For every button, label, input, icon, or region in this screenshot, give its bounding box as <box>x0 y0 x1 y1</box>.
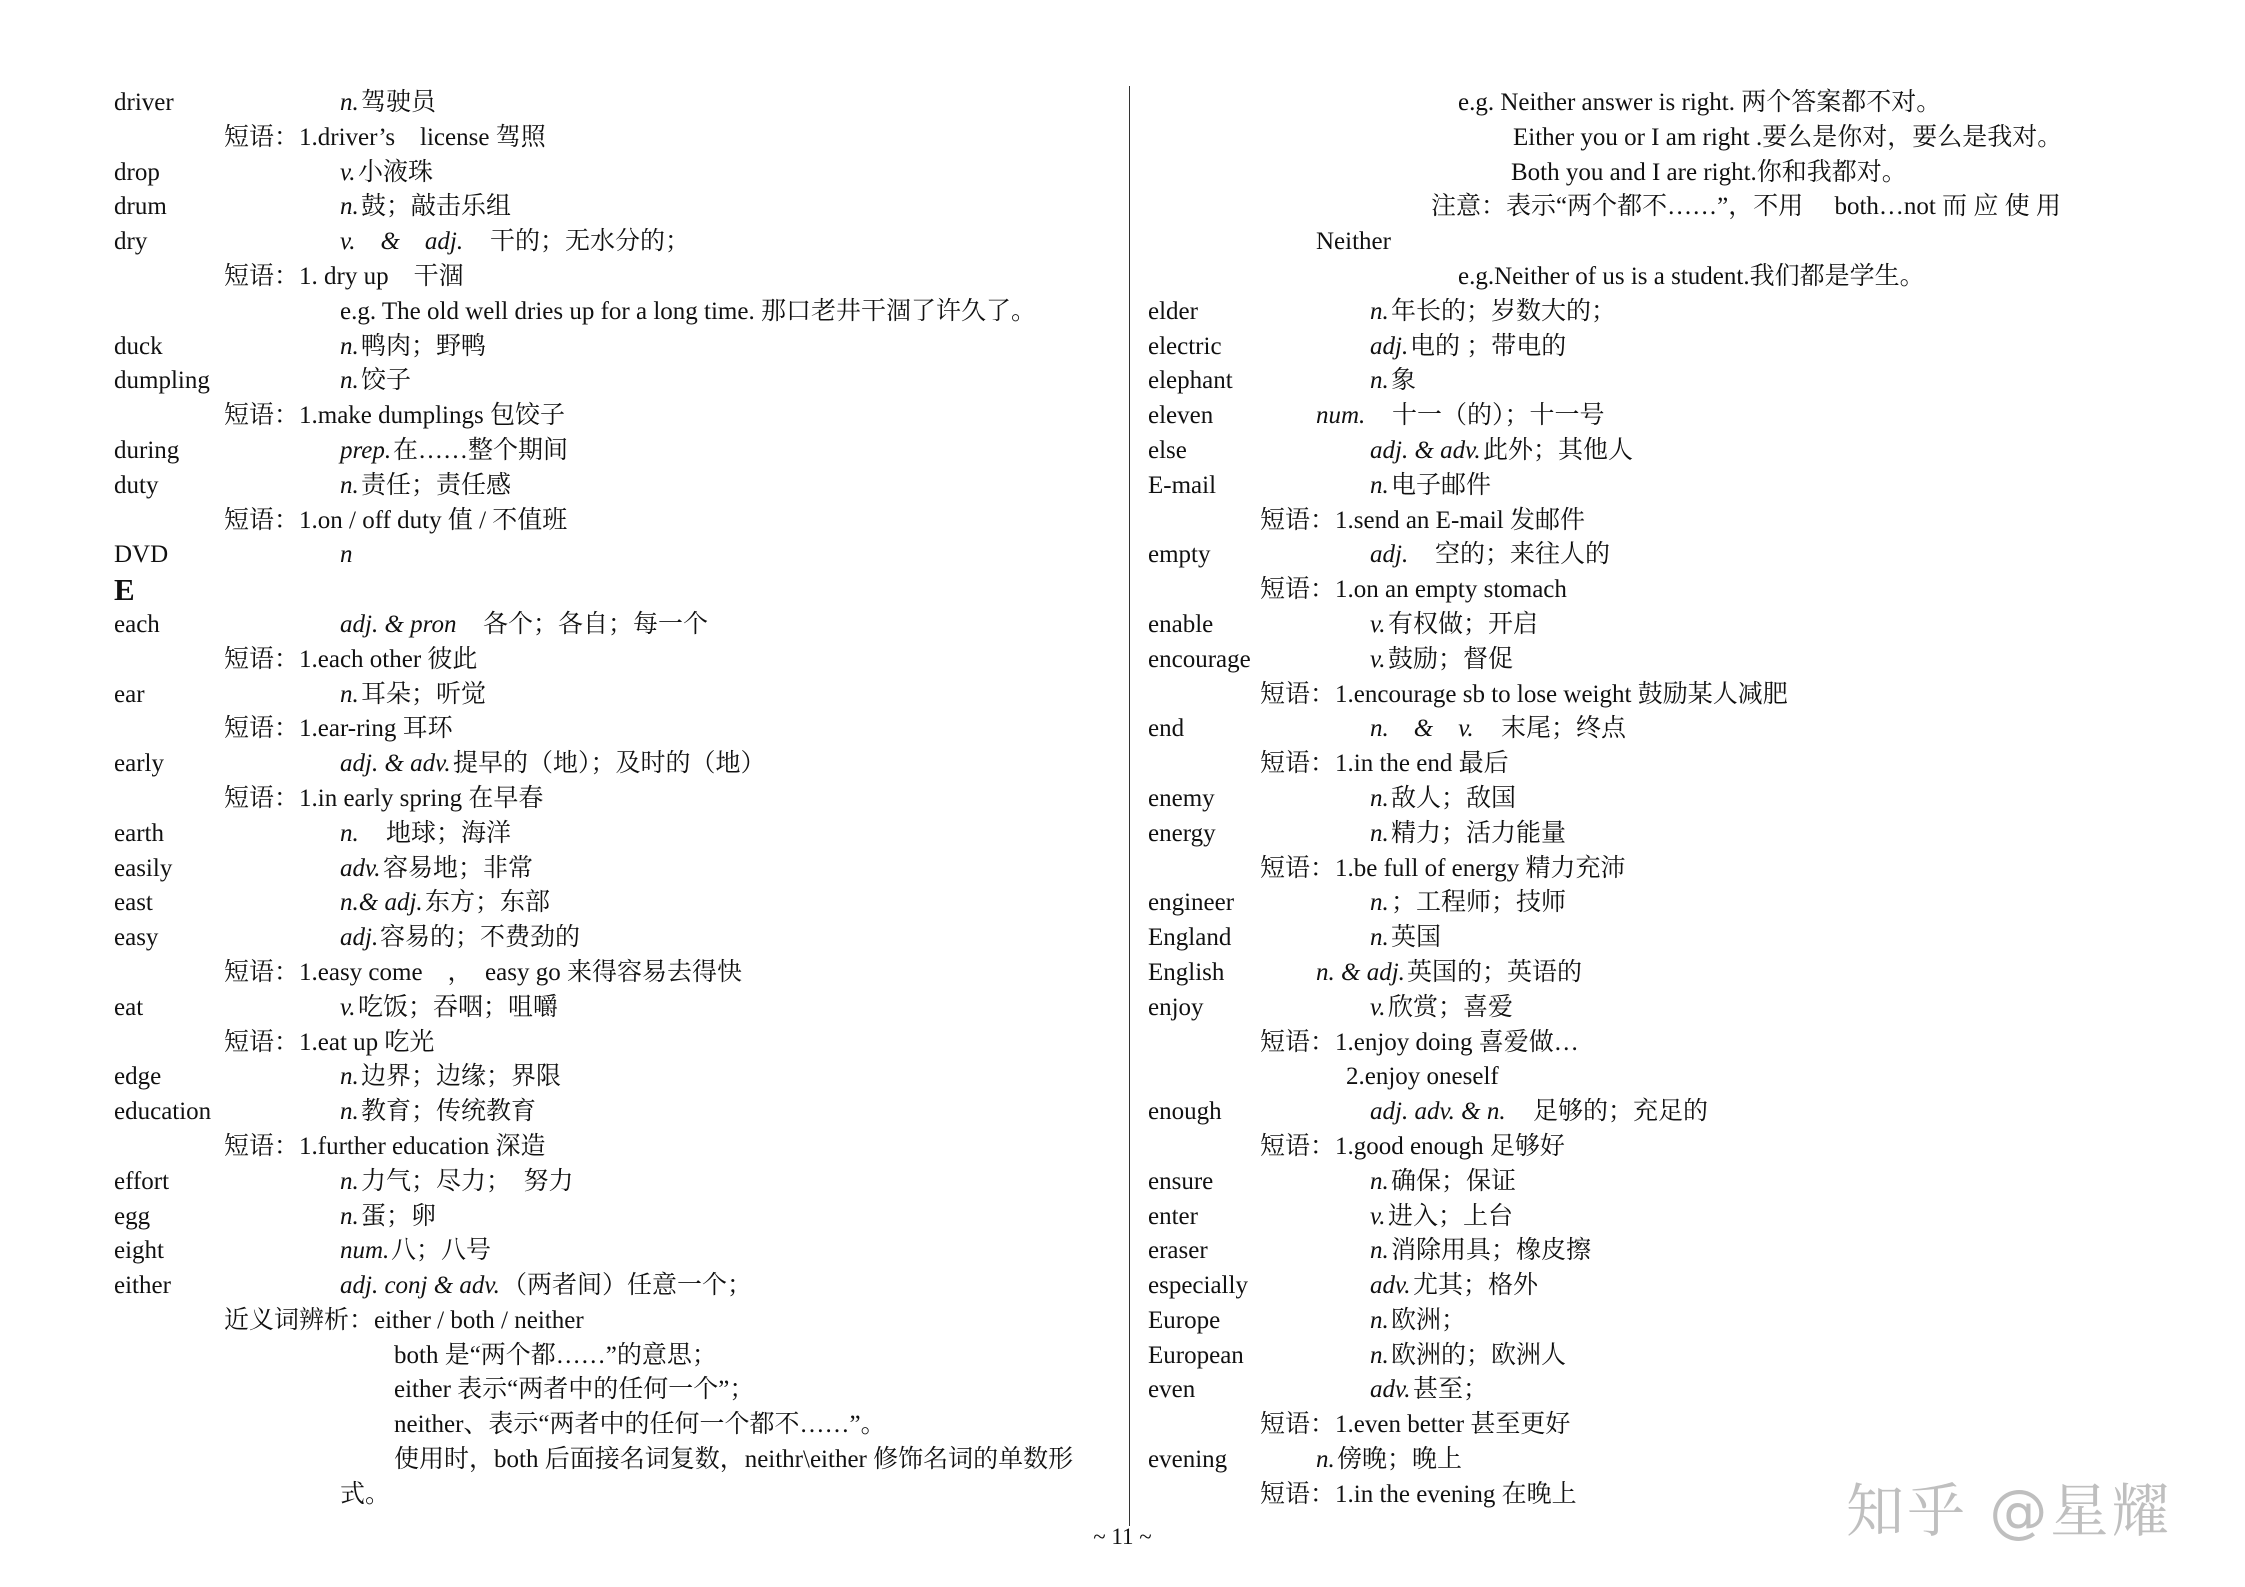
headword: egg <box>114 1202 151 1230</box>
definition: 此外；其他人 <box>1483 436 1634 464</box>
phrase-row <box>114 712 1114 747</box>
phrase-label: 短语： <box>224 1028 300 1056</box>
headword: duck <box>114 332 163 360</box>
entry-row <box>1148 643 2158 678</box>
part-of-speech: num. <box>340 1237 390 1265</box>
phrase-row <box>114 1130 1114 1165</box>
entry-row <box>1148 1339 2158 1374</box>
entry-row <box>114 190 1114 225</box>
entry-row <box>114 434 1114 469</box>
headword: empty <box>1148 541 1211 569</box>
note-row <box>114 1339 1114 1374</box>
note-text: either 表示“两者中的任何一个”； <box>394 1376 755 1404</box>
headword: ear <box>114 680 145 708</box>
headword: enemy <box>1148 784 1215 812</box>
entry-row <box>114 86 1114 121</box>
entry-row <box>114 538 1114 573</box>
phrase-label: 短语： <box>224 123 300 151</box>
entry-row <box>1148 817 2158 852</box>
entry-row <box>114 1165 1114 1200</box>
definition: 确保；保证 <box>1391 1167 1517 1195</box>
entry-row <box>114 1060 1114 1095</box>
entry-row <box>114 1200 1114 1235</box>
entry-row <box>1148 1165 2158 1200</box>
part-of-speech: n. <box>1370 471 1389 499</box>
entry-row <box>1148 712 2158 747</box>
phrase-label: 短语： <box>1260 1132 1336 1160</box>
phrase-label: 短语： <box>1260 680 1336 708</box>
definition: 欣赏；喜爱 <box>1388 993 1514 1021</box>
phrase-label: 短语： <box>1260 1480 1336 1508</box>
entry-row <box>1148 469 2158 504</box>
part-of-speech: adj. conj & adv. <box>340 1272 500 1300</box>
headword: during <box>114 436 180 464</box>
definition: 十一（的）；十一号 <box>1367 402 1605 430</box>
headword: ensure <box>1148 1167 1214 1195</box>
phrase-row <box>114 956 1114 991</box>
headword: enough <box>1148 1098 1222 1126</box>
part-of-speech: n. <box>1370 367 1389 395</box>
definition: 在……整个期间 <box>393 436 569 464</box>
column-divider <box>1129 86 1130 1526</box>
headword: end <box>1148 715 1185 743</box>
note-text: e.g. Neither answer is right. 两个答案都不对。 <box>1458 89 1942 116</box>
example-sentence: e.g. The old well dries up for a long time. 那口老井干涸了许久了。 <box>340 297 1036 325</box>
phrase-text: 1.encourage sb to lose weight 鼓励某人减肥 <box>1335 680 1788 708</box>
phrase-text: either / both / neither <box>374 1306 584 1334</box>
phrase-text: 1.be full of energy 精力充沛 <box>1335 854 1626 882</box>
entry-row <box>1148 295 2158 330</box>
part-of-speech: prep. <box>340 436 392 464</box>
part-of-speech: n. <box>340 1167 359 1195</box>
phrase-label: 短语： <box>224 402 300 430</box>
headword: easily <box>114 854 173 882</box>
definition: 欧洲的；欧洲人 <box>1391 1341 1567 1369</box>
headword: easy <box>114 924 159 952</box>
phrase-row <box>1148 1130 2158 1165</box>
definition: ；工程师；技师 <box>1391 889 1567 917</box>
entry-row <box>1148 1234 2158 1269</box>
part-of-speech: v. <box>1370 993 1386 1021</box>
part-of-speech: adj. adv. & n. <box>1370 1098 1506 1126</box>
phrase-text: 1.in the evening 在晚上 <box>1335 1480 1577 1508</box>
definition: 八；八号 <box>391 1237 492 1265</box>
part-of-speech: adv. <box>1370 1272 1411 1300</box>
definition: 驾驶员 <box>361 89 437 116</box>
headword: Europe <box>1148 1306 1221 1334</box>
entry-row <box>114 469 1114 504</box>
entry-row <box>114 330 1114 365</box>
phrase-row <box>1148 852 2158 887</box>
part-of-speech: n. <box>340 1063 359 1091</box>
entry-row <box>114 852 1114 887</box>
phrase-label: 短语： <box>224 784 300 812</box>
definition: 教育；传统教育 <box>361 1098 537 1126</box>
part-of-speech: n. <box>340 193 359 221</box>
definition: 足够的；充足的 <box>1508 1098 1709 1126</box>
entry-row <box>1148 608 2158 643</box>
note-text: neither、表示“两者中的任何一个都不……”。 <box>394 1411 886 1439</box>
note-text: 2.enjoy oneself <box>1346 1063 1499 1091</box>
entry-row <box>1148 330 2158 365</box>
part-of-speech: v. <box>1370 645 1386 673</box>
definition: 责任；责任感 <box>361 471 512 499</box>
entry-row <box>114 608 1114 643</box>
phrase-text: 1. dry up 干涸 <box>299 262 464 290</box>
part-of-speech: v. <box>340 158 356 186</box>
definition: 容易地；非常 <box>383 854 534 882</box>
definition: 东方；东部 <box>425 889 551 917</box>
headword: energy <box>1148 819 1216 847</box>
entry-row <box>1148 1200 2158 1235</box>
headword: electric <box>1148 332 1222 360</box>
headword: DVD <box>114 541 169 569</box>
definition: 鼓；敲击乐组 <box>361 193 512 221</box>
phrase-label: 近义词辨析： <box>224 1306 375 1334</box>
headword: east <box>114 889 153 917</box>
headword: either <box>114 1272 171 1300</box>
phrase-text: 1.even better 甚至更好 <box>1335 1411 1571 1439</box>
definition: 有权做；开启 <box>1388 610 1539 638</box>
phrase-text: 1.eat up 吃光 <box>299 1028 435 1056</box>
headword: even <box>1148 1376 1196 1404</box>
phrase-row <box>114 399 1114 434</box>
note-row <box>114 1373 1114 1408</box>
phrase-row <box>1148 573 2158 608</box>
part-of-speech: v. <box>1370 1202 1386 1230</box>
phrase-row <box>114 121 1114 156</box>
part-of-speech: n. <box>1370 1237 1389 1265</box>
part-of-speech: n. <box>1370 889 1389 917</box>
entry-row <box>1148 399 2158 434</box>
phrase-label: 短语： <box>1260 750 1336 778</box>
headword: earth <box>114 819 164 847</box>
part-of-speech: n. <box>1370 784 1389 812</box>
headword: driver <box>114 89 174 116</box>
definition: 鸭肉；野鸭 <box>361 332 487 360</box>
part-of-speech: n. <box>340 1098 359 1126</box>
definition: 欧洲； <box>1391 1306 1467 1334</box>
phrase-text: 1.send an E-mail 发邮件 <box>1335 506 1585 534</box>
headword: drop <box>114 158 160 186</box>
phrase-label: 短语： <box>1260 1028 1336 1056</box>
phrase-label: 短语： <box>224 262 300 290</box>
phrase-text: 1.each other 彼此 <box>299 645 478 673</box>
definition: 敌人；敌国 <box>1391 784 1517 812</box>
headword: education <box>114 1098 212 1126</box>
entry-row <box>1148 991 2158 1026</box>
entry-row <box>114 886 1114 921</box>
part-of-speech: n. <box>340 89 359 116</box>
phrase-label: 短语： <box>1260 854 1336 882</box>
headword: encourage <box>1148 645 1251 673</box>
part-of-speech: n. <box>340 819 359 847</box>
entry-row <box>114 817 1114 852</box>
phrase-label: 短语： <box>1260 1411 1336 1439</box>
part-of-speech: n. <box>340 367 359 395</box>
entry-row <box>1148 921 2158 956</box>
headword: eraser <box>1148 1237 1208 1265</box>
part-of-speech: n. & adj. <box>1316 958 1405 986</box>
phrase-label: 短语： <box>224 645 300 673</box>
headword: English <box>1148 958 1225 986</box>
part-of-speech: adj. <box>1370 541 1409 569</box>
part-of-speech: adv. <box>1370 1376 1411 1404</box>
headword: early <box>114 750 164 778</box>
definition: 蛋；卵 <box>361 1202 437 1230</box>
headword: enter <box>1148 1202 1198 1230</box>
definition: 力气；尽力； 努力 <box>361 1167 574 1195</box>
definition: 各个；各自；每一个 <box>458 610 709 638</box>
note-text: 注意：表示“两个都不……”，不用 both…not 而 应 使 用 <box>1431 193 2061 221</box>
part-of-speech: n <box>340 541 353 569</box>
part-of-speech: adj. & pron <box>340 610 457 638</box>
part-of-speech: n. <box>1370 297 1389 325</box>
definition: 提早的（地）；及时的（地） <box>453 750 766 778</box>
part-of-speech: n. <box>340 332 359 360</box>
note-text: 使用时，both 后面接名词复数，neithr\either 修饰名词的单数形 <box>394 1446 1074 1474</box>
phrase-row <box>114 504 1114 539</box>
phrase-label: 短语： <box>1260 506 1336 534</box>
left-column <box>114 86 1114 1513</box>
phrase-text: 1.ear-ring 耳环 <box>299 715 453 743</box>
phrase-row <box>114 260 1114 295</box>
phrase-text: 1.in the end 最后 <box>1335 750 1509 778</box>
entry-row <box>114 1269 1114 1304</box>
entry-row <box>114 1095 1114 1130</box>
note-row <box>1148 1060 2158 1095</box>
definition: 干的；无水分的； <box>465 228 691 256</box>
definition: （两者间）任意一个； <box>502 1272 753 1300</box>
headword: else <box>1148 436 1187 464</box>
entry-row <box>114 921 1114 956</box>
note-row <box>1148 260 2158 295</box>
entry-row <box>1148 434 2158 469</box>
part-of-speech: adj. <box>1370 332 1409 360</box>
headword: especially <box>1148 1272 1248 1300</box>
part-of-speech: v. <box>1370 610 1386 638</box>
phrase-label: 短语： <box>1260 576 1336 604</box>
definition: 傍晚；晚上 <box>1337 1446 1463 1474</box>
part-of-speech: n. <box>1370 924 1389 952</box>
note-text: Either you or I am right .要么是你对，要么是我对。 <box>1513 123 2063 151</box>
entry-row <box>1148 886 2158 921</box>
part-of-speech: v. <box>340 993 356 1021</box>
definition: 电的 ；带电的 <box>1410 332 1567 360</box>
phrase-text: 1.on an empty stomach <box>1335 576 1567 604</box>
part-of-speech: n.& adj. <box>340 889 423 917</box>
phrase-text: 1.further education 深造 <box>299 1132 546 1160</box>
definition: 鼓励；督促 <box>1388 645 1514 673</box>
definition: 精力；活力能量 <box>1391 819 1567 847</box>
phrase-row <box>1148 1408 2158 1443</box>
entry-row <box>114 678 1114 713</box>
entry-row <box>114 991 1114 1026</box>
part-of-speech: num. <box>1316 402 1366 430</box>
entry-row <box>114 156 1114 191</box>
note-text: both 是“两个都……”的意思； <box>394 1341 717 1369</box>
phrase-text: 1.easy come ， easy go 来得容易去得快 <box>299 958 742 986</box>
entry-row <box>114 1234 1114 1269</box>
phrase-label: 短语： <box>224 1132 300 1160</box>
note-row <box>114 1478 1114 1513</box>
definition: 饺子 <box>361 367 412 395</box>
definition: 吃饭；吞咽；咀嚼 <box>358 993 559 1021</box>
definition: 小液珠 <box>358 158 434 186</box>
phrase-text: 1.good enough 足够好 <box>1335 1132 1565 1160</box>
definition: 甚至； <box>1413 1376 1489 1404</box>
part-of-speech: adj. <box>340 924 379 952</box>
headword: elephant <box>1148 367 1233 395</box>
entry-row <box>1148 956 2158 991</box>
definition: 容易的；不费劲的 <box>380 924 581 952</box>
headword: effort <box>114 1167 170 1195</box>
definition: 年长的；岁数大的； <box>1391 297 1617 325</box>
phrase-label: 短语： <box>224 506 300 534</box>
part-of-speech: n. <box>1370 819 1389 847</box>
part-of-speech: n. <box>1370 1306 1389 1334</box>
part-of-speech: n. <box>340 680 359 708</box>
phrase-row <box>114 782 1114 817</box>
definition: 进入；上台 <box>1388 1202 1514 1230</box>
phrase-text: 1.on / off duty 值 / 不值班 <box>299 506 568 534</box>
definition: 电子邮件 <box>1391 471 1492 499</box>
phrase-row <box>1148 1026 2158 1061</box>
right-column <box>1148 86 2158 1513</box>
note-row <box>1148 225 2158 260</box>
headword: eleven <box>1148 402 1214 430</box>
headword: enable <box>1148 610 1214 638</box>
definition: 地球；海洋 <box>361 819 512 847</box>
entry-row <box>114 364 1114 399</box>
note-row <box>114 1408 1114 1443</box>
entry-row <box>114 225 1114 260</box>
headword: dumpling <box>114 367 210 395</box>
definition: 边界；边缘；界限 <box>361 1063 562 1091</box>
part-of-speech: n. <box>1316 1446 1335 1474</box>
headword: each <box>114 610 160 638</box>
part-of-speech: n. <box>340 471 359 499</box>
part-of-speech: adv. <box>340 854 381 882</box>
note-text: 式。 <box>340 1480 391 1508</box>
definition: 消除用具；橡皮擦 <box>1391 1237 1592 1265</box>
part-of-speech: n. <box>1370 1167 1389 1195</box>
phrase-row <box>114 1026 1114 1061</box>
headword: eight <box>114 1237 164 1265</box>
headword: edge <box>114 1063 162 1091</box>
note-row <box>1148 86 2158 121</box>
headword: drum <box>114 193 167 221</box>
definition: 英国 <box>1391 924 1442 952</box>
phrase-text: 1.driver’s license 驾照 <box>299 123 546 151</box>
entry-row <box>1148 1373 2158 1408</box>
entry-row <box>1148 364 2158 399</box>
headword: evening <box>1148 1446 1228 1474</box>
phrase-text: 1.make dumplings 包饺子 <box>299 402 565 430</box>
phrase-label: 短语： <box>224 715 300 743</box>
note-text: e.g.Neither of us is a student.我们都是学生。 <box>1458 262 1925 290</box>
letter-heading-text: E <box>114 572 135 608</box>
entry-row <box>1148 538 2158 573</box>
entry-row <box>1148 1095 2158 1130</box>
definition: 空的；来往人的 <box>1410 541 1611 569</box>
definition: 尤其；格外 <box>1413 1272 1539 1300</box>
definition: 耳朵；听觉 <box>361 680 487 708</box>
definition: 末尾；终点 <box>1476 715 1627 743</box>
headword: duty <box>114 471 159 499</box>
phrase-text: 1.enjoy doing 喜爱做… <box>1335 1028 1579 1056</box>
part-of-speech: n. <box>1370 1341 1389 1369</box>
phrase-row <box>1148 678 2158 713</box>
part-of-speech: v. & adj. <box>340 228 464 256</box>
watermark: 知乎 @星耀 <box>1846 1477 2173 1545</box>
note-row <box>1148 156 2158 191</box>
note-row <box>1148 190 2158 225</box>
note-row <box>1148 121 2158 156</box>
phrase-text: 1.in early spring 在早春 <box>299 784 544 812</box>
part-of-speech: adj. & adv. <box>340 750 451 778</box>
headword: eat <box>114 993 144 1021</box>
part-of-speech: adj. & adv. <box>1370 436 1481 464</box>
page-number: ~ 11 ~ <box>1093 1524 1152 1549</box>
example-row <box>114 295 1114 330</box>
note-row <box>114 1443 1114 1478</box>
headword: engineer <box>1148 889 1235 917</box>
phrase-row <box>1148 747 2158 782</box>
entry-row <box>1148 1269 2158 1304</box>
entry-row <box>1148 782 2158 817</box>
letter-heading <box>114 573 1114 608</box>
part-of-speech: n. & v. <box>1370 715 1474 743</box>
note-text: Neither <box>1316 228 1391 256</box>
headword: England <box>1148 924 1232 952</box>
headword: European <box>1148 1341 1244 1369</box>
phrase-label: 短语： <box>224 958 300 986</box>
phrase-row <box>1148 504 2158 539</box>
definition: 象 <box>1391 367 1417 395</box>
phrase-row <box>114 1304 1114 1339</box>
part-of-speech: n. <box>340 1202 359 1230</box>
entry-row <box>114 747 1114 782</box>
definition: 英国的；英语的 <box>1407 958 1583 986</box>
phrase-row <box>114 643 1114 678</box>
headword: dry <box>114 228 148 256</box>
headword: enjoy <box>1148 993 1204 1021</box>
headword: elder <box>1148 297 1198 325</box>
entry-row <box>1148 1304 2158 1339</box>
note-text: Both you and I are right.你和我都对。 <box>1511 158 1907 186</box>
headword: E-mail <box>1148 471 1217 499</box>
